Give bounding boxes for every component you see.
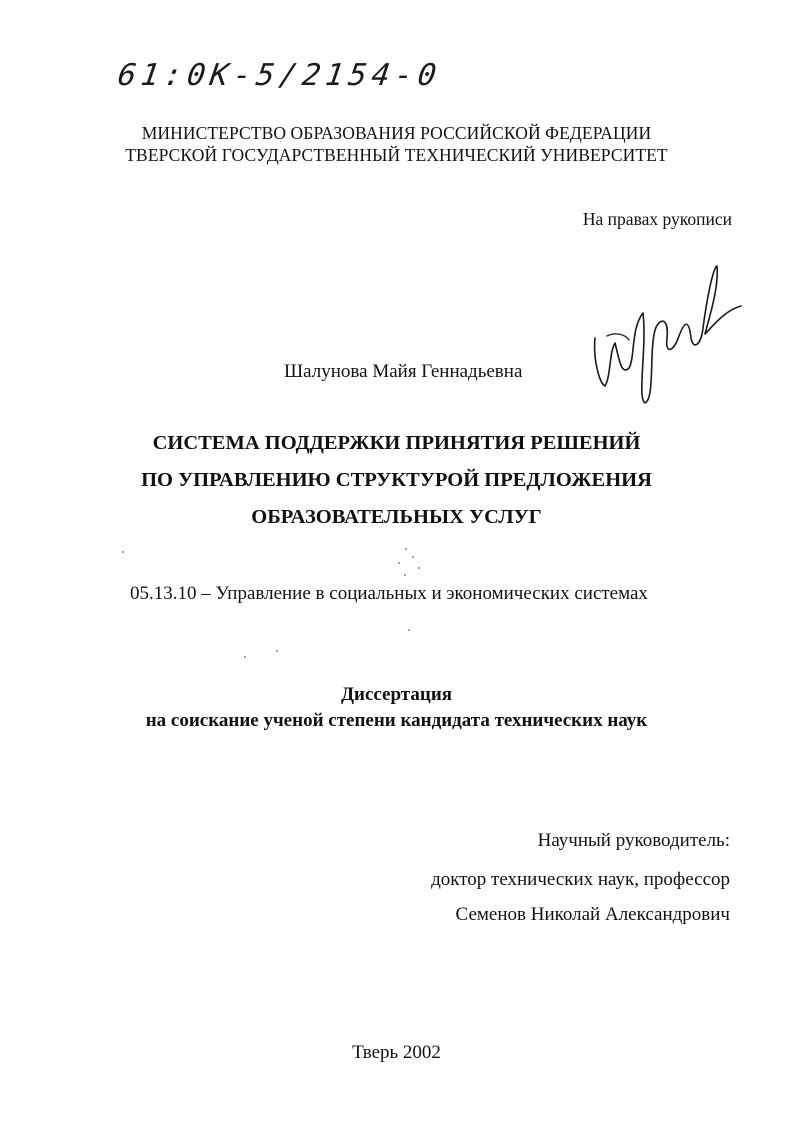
scan-speck xyxy=(405,548,407,550)
scan-speck xyxy=(244,656,246,658)
university-name: ТВЕРСКОЙ ГОСУДАРСТВЕННЫЙ ТЕХНИЧЕСКИЙ УНИВЕРСИТЕТ xyxy=(125,145,668,165)
author-name: Шалунова Майя Геннадьевна xyxy=(284,361,523,382)
thesis-title xyxy=(0,425,793,536)
scan-speck xyxy=(408,629,410,631)
scan-speck xyxy=(404,574,406,576)
thesis-degree: на соискание ученой степени кандидата технических наук xyxy=(145,710,648,731)
specialty-code: 05.13.10 – Управление в социальных и экономических системах xyxy=(130,583,648,604)
manuscript-rights-note: На правах рукописи xyxy=(582,209,732,229)
archive-code: 61:0К-5/2154-0 xyxy=(115,58,444,93)
scan-speck xyxy=(418,567,420,569)
city-year: Тверь 2002 xyxy=(352,1042,441,1063)
ministry-name: МИНИСТЕРСТВО ОБРАЗОВАНИЯ РОССИЙСКОЙ ФЕДЕРАЦИИ xyxy=(141,123,652,143)
thesis-type: Диссертация xyxy=(340,684,453,705)
advisor-label: Научный руководитель: xyxy=(537,830,730,851)
scan-speck xyxy=(122,551,124,553)
scan-speck xyxy=(276,650,278,652)
advisor-degree: доктор технических наук, профессор xyxy=(431,869,730,890)
title-line: ОБРАЗОВАТЕЛЬНЫХ УСЛУГ xyxy=(251,506,542,528)
advisor-name: Семенов Николай Александрович xyxy=(455,904,730,925)
title-line: СИСТЕМА ПОДДЕРЖКИ ПРИНЯТИЯ РЕШЕНИЙ xyxy=(152,432,641,454)
author-signature xyxy=(585,258,745,408)
title-line: ПО УПРАВЛЕНИЮ СТРУКТУРОЙ ПРЕДЛОЖЕНИЯ xyxy=(141,469,652,491)
scan-speck xyxy=(412,556,414,558)
scan-speck xyxy=(398,562,400,564)
